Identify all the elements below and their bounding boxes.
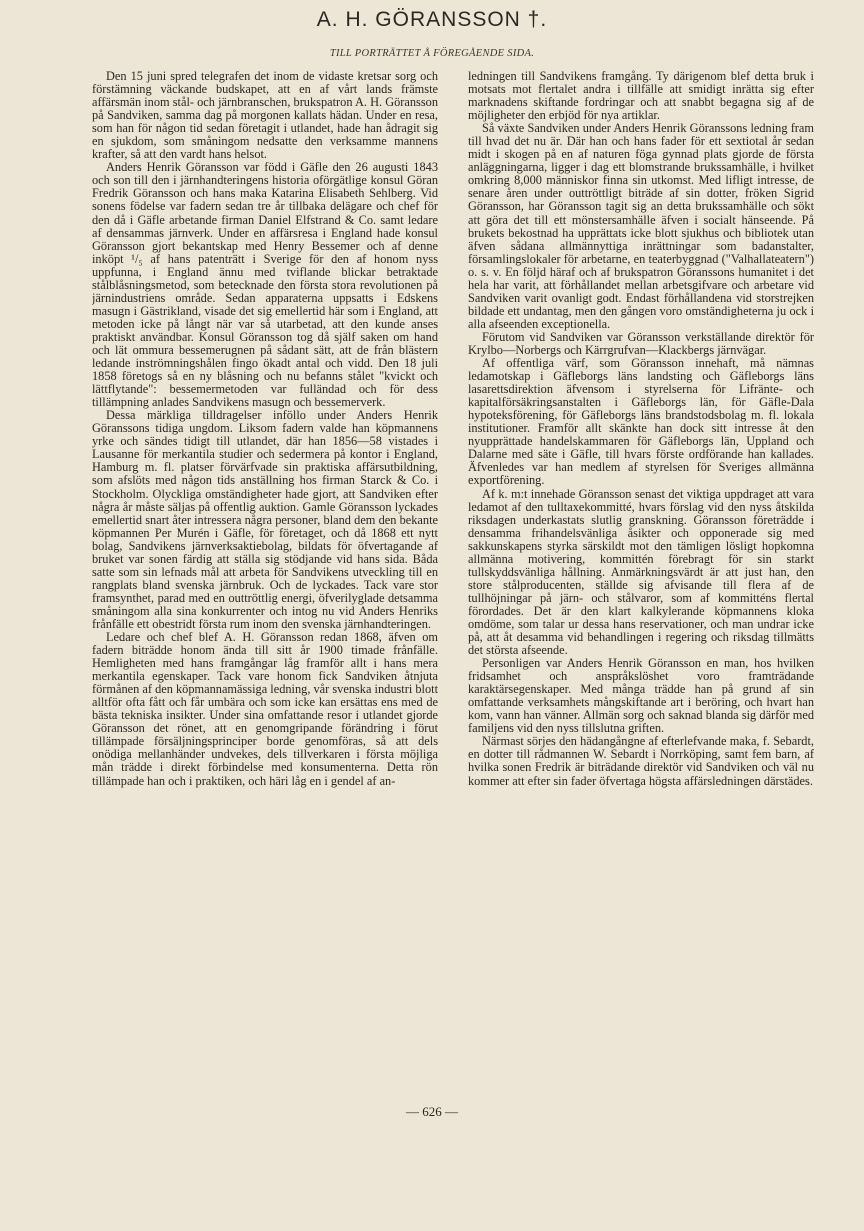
paragraph: Anders Henrik Göransson var född i Gäfle den 26 augusti 1843 och son till den i järnhandteringens historia oförgätlige konsul Göran Fredrik Göransson och hans maka Katarina Elisabeth Sehlberg. Vid sonens födelse var fadern sedan tre år tillbaka delägare och chef för den då i Gäfle arbetande firman Daniel Elfstrand & Co. samt ledare af densammas järnverk. Under en affärsresa i England hade konsul Göransson gjort bekantskap med Henry Bessemer och af denne inköpt ¹/₅ af hans patenträtt i Sverige för den af honom nyss uppfunna, i England ännu med tviflande blickar betraktade stålblåsningsmetod, som betecknade den första stora revolutionen på järnindustriens område. Sedan apparaterna uppsatts i Edskens masugn i Gästrikland, visade det sig emellertid här som i England, att metoden icke på långt när var så utarbetad, att den kunde anses praktiskt användbar. Konsul Göransson tog då själf saken om hand och lät ommura bessemerugnen på sådant sätt, att de från blästern ledande inströmningshålen fingo ökadt antal och vidd. Den 18 juli 1858 företogs så en ny blåsning och nu befanns stålet "kvickt och lättflytande": bessemermetoden var fulländad och för dess tillämpning anlades Sandvikens masugn och bessemerverk. xyxy=(92,160,438,410)
paragraph: ledningen till Sandvikens framgång. Ty därigenom blef detta bruk i motsats mot flertalet andra i tillfälle att smidigt inrätta sig efter marknadens skiftande fordringar och att snabbt begagna sig af de möjligheter den erbjöd för nya artiklar. xyxy=(468,70,814,123)
page-number: — 626 — xyxy=(406,1104,458,1119)
paragraph: Dessa märkliga tilldragelser inföllo under Anders Henrik Göranssons tidiga ungdom. Liksom fadern valde han köpmannens yrke och sändes tidigt till utlandet, där han 1856—58 vistades i Lausanne för merkantila studier och sedermera på kontor i England, Hamburg m. fl. platser förvärfvade sin praktiska affärsutbildning, som afslöts med någon tids anställning hos firman Starck & Co. i Stockholm. Olyckliga omständigheter hade gjort, att Sandviken efter några år måste säljas på offentlig auktion. Gamle Göransson lyckades emellertid snart åter intressera några personer, bland dem den bekante köpmannen Per Murén i Gäfle, för företaget, och då 1868 ett nytt bolag, Sandvikens järnverksaktiebolag, bildats för öfvertagande af bruket var sonen färdig att ställa sig stödjande vid hans sida. Båda satte som sin lefnads mål att arbeta för Sandvikens utveckling till en rangplats bland svenska järnbruk. Och de lyckades. Tack vare stor framsynthet, parad med en outtröttlig energi, öfverilyglade detsamma småningom alla sina konkurrenter och intog nu vid Anders Henriks frånfälle ett obestridt första rum inom den svenska järnhandteringen. xyxy=(92,408,438,631)
paragraph: Af offentliga värf, som Göransson innehaft, må nämnas ledamotskap i Gäfleborgs läns landsting och Gäfleborgs läns lasarettsdirektion äfvensom i styrelserna för Lifränte- och kapitalförsäkringsanstalten i Gäfleborgs län, för Gäfle-Dala hypoteksförening, för Gäfleborgs läns brandstodsbolag m. fl. lokala institutioner. Framför allt skänkte han dock sitt intresse åt den nyupprättade handelskammaren för Gäfleborgs län, Uppland och Dalarne med säte i Gäfle, till hvars förste ordförande han kallades. Äfvenledes var han medlem af styrelsen för Sveriges allmänna exportförening. xyxy=(468,356,814,488)
paragraph: Den 15 juni spred telegrafen det inom de vidaste kretsar sorg och förstämning väckande budskapet, att en af vårt lands främste affärsmän inom stål- och järnbranschen, brukspatron A. H. Göransson på Sandviken, samma dag på morgonen kallats hädan. Under en resa, som han för någon tid sedan företagit i utlandet, hade han ådragit sig en sjukdom, som småningom nedsatte den verksamme mannens krafter, så att den vardt hans helsot. xyxy=(92,70,438,162)
paragraph: Ledare och chef blef A. H. Göransson redan 1868, äfven om fadern biträdde honom ända till sitt år 1900 timade frånfälle. Hemligheten med hans framgångar låg framför allt i hans mera merkantila egenskaper. Tack vare honom fick Sandviken åtnjuta förmånen af den köpmannamässiga ledning, vår svenska industri blott alltför ofta fått och får umbära och som icke kan ersättas ens med de bästa tekniska insikter. Under sina omfattande resor i utlandet gjorde Göransson det rönet, att en genomgripande förändring i förut tillämpade försäljningsprinciper borde genomföras, så att dels onödiga mellanhänder undvekes, dels tillverkaren i första möjliga mån trädde i direkt förbindelse med konsumenterna. Detta rön tillämpade han och i praktiken, och häri låg en i gendel af an- xyxy=(92,630,438,788)
left-column xyxy=(92,70,438,1122)
paragraph: Så växte Sandviken under Anders Henrik Göranssons ledning fram till hvad det nu är. Där han och hans fader för ett sextiotal år sedan midt i skogen på en af naturen föga gynnad plats gjorde de första anläggningarna, ligger i dag ett blomstrande brukssamhälle, i hvilket omkring 8,000 människor finna sin utkomst. Med lifligt intresse, de senare åren under outtröttligt biträde af sin dotter, fröken Sigrid Göransson, har Göransson tagit sig an detta brukssamhälle och sökt att göra det till ett mönstersamhälle äfven i socialt hänseende. På brukets bekostnad ha upprättats icke blott sjukhus och bibliotek utan äfven sådana allmännyttiga inrättningar som badanstalter, församlingslokaler för arbetarne, en teaterbyggnad ("Valhallateatern") o. s. v. En följd häraf och af brukspatron Göranssons humanitet i det hela har varit, att förhållandet mellan arbetsgifvare och arbetare vid Sandviken varit ovanligt godt. Endast förhållandena vid storstrejken bildade ett undantag, men den gången voro omständigheterna ju ock i alla afseenden exceptionella. xyxy=(468,121,814,331)
article-title: A. H. GÖRANSSON †. xyxy=(316,8,548,31)
right-column xyxy=(468,70,814,1122)
paragraph: Närmast sörjes den hädangångne af efterlefvande maka, f. Sebardt, en dotter till rådmannen W. Sebardt i Norrköping, samt fem barn, af hvilka sonen Fredrik är biträdande direktör vid Sandviken och väl nu kommer att efter sin fader öfvertaga högsta affärsledningen därstädes. xyxy=(468,734,814,788)
paragraph: Förutom vid Sandviken var Göransson verkställande direktör för Krylbo—Norbergs och Kärrgrufvan—Klackbergs järnvägar. xyxy=(468,329,814,357)
article-subtitle: TILL PORTRÄTTET Å FÖREGÅENDE SIDA. xyxy=(329,48,535,59)
paragraph: Personligen var Anders Henrik Göransson en man, hos hvilken fridsamhet och anspråkslöshet voro framträdande karaktärsegenskaper. Med många trädde han på grund af sin omfattande verksamhets mångskiftande art i beröring, och hvart han kom, vann han vänner. Allmän sorg och saknad blanda sig därför med familjens vid den nyss tillslutna griften. xyxy=(468,656,814,736)
paragraph: Af k. m:t innehade Göransson senast det viktiga uppdraget att vara ledamot af den tulltaxekommitté, hvars förslag vid den nyss åtskilda riksdagen underkastats slutlig granskning. Göransson företrädde i densamma frihandelsvänliga åsikter och opponerade sig med sakkunskapens styrka särskildt mot den tämligen lösligt hopkomna allmänna motivering, kommittén förebragt för sin starkt tullskyddsvänliga hållning. Anmärkningsvärdt är att just han, den store stålproducenten, ställde sig afvisande till flera af de tullhöjningar på järn- och stålvaror, som af kommitténs flertal förordades. Det är den klart kalkylerande köpmannens kloka omdöme, som talar ur dessa hans reservationer, och man undrar icke på, att åt desamma vid behandlingen i regering och riksdag tillmätts det största afseende. xyxy=(468,486,814,658)
